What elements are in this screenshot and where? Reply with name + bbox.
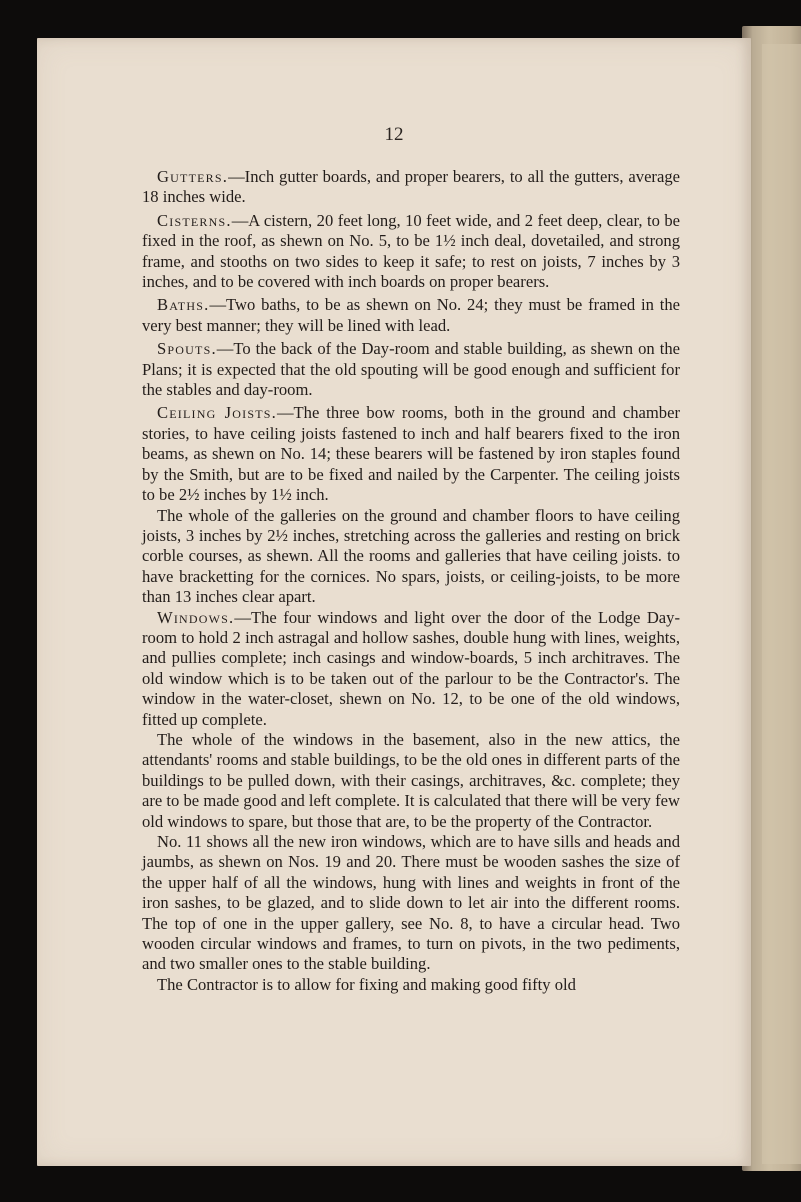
paragraph-galleries [142,506,680,608]
paragraph-text: The Contractor is to allow for fixing and making good fifty old [157,974,576,994]
paragraph-iron-windows [142,832,680,975]
paragraph-text: —To the back of the Day-room and stable building, as shewn on the Plans; it is expected that the old spouting will be good enough and sufficient for the stables and day-room. [142,339,680,400]
section-heading: Gutters. [157,167,229,186]
section-heading: Baths. [157,295,210,315]
paragraph-contractor [142,975,680,995]
section-heading: Windows. [157,607,235,627]
paragraph-text: —Two baths, to be as shewn on No. 24; they must be framed in the very best manner; they will be lined with lead. [142,295,680,335]
section-heading: Spouts. [157,339,217,359]
paragraph-text: —A cistern, 20 feet long, 10 feet wide, and 2 feet deep, clear, to be fixed in the roof, as shewn on No. 5, to be 1½ inch deal, dovetailed, and strong frame, and stooths on two sides to keep it safe; to rest on joists, 7 inches by 3 inches, and to be covered with inch boards on proper bearers. [142,210,680,292]
paragraph-text: The whole of the windows in the basement, also in the new attics, the attendants' rooms and stable buildings, to be the old ones in different parts of the buildings to be pulled down, with their casings, architraves, &c. complete; they are to be made good and left complete. It is calculated that there will be very few old windows to spare, but those that are, to be the property of the Contractor. [142,729,680,831]
paragraph-cisterns [142,211,680,293]
paragraph-text: The whole of the galleries on the ground and chamber floors to have ceiling joists, 3 inches by 2½ inches, stretching across the galleries and resting on brick corble courses, as shewn. All the rooms and galleries that have ceiling joists. to have bracketting for the cornices. No spars, joists, or ceiling-joists, to be more than 13 inches clear apart. [142,505,680,607]
underlying-page-highlight [762,44,801,1164]
paragraph-spouts [142,339,680,400]
paragraph-baths [142,295,680,336]
book-page [37,38,751,1166]
paragraph-text: —Inch gutter boards, and proper bearers, to all the gutters, average 18 inches wide. [142,167,680,207]
paragraph-old-windows [142,730,680,832]
paragraph-text: —The four windows and light over the door of the Lodge Day-room to hold 2 inch astragal and hollow sashes, double hung with lines, weights, and pullies complete; inch casings and window-boards, 5 inch architraves. The old window which is to be taken out of the parlour to be the Contractor's. The window in the water-closet, shewn on No. 12, to be one of the old windows, fitted up complete. [142,607,680,729]
paragraph-gutters [142,167,680,208]
page-number: 12 [384,124,404,145]
body-text [142,167,680,998]
paragraph-windows [142,608,680,730]
paragraph-text: —The three bow rooms, both in the ground and chamber stories, to have ceiling joists fastened to inch and half bearers fixed to the iron beams, as shewn on No. 14; these bearers will be fastened by iron staples found by the Smith, but are to be fixed and nailed by the Carpenter. The ceiling joists to be 2½ inches by 1½ inch. [142,403,680,505]
paragraph-text: No. 11 shows all the new iron windows, which are to have sills and heads and jaumbs, as shewn on Nos. 19 and 20. There must be wooden sashes the size of the upper half of all the windows, hung with lines and weights in front of the iron sashes, to be glazed, and to slide down to let air into the different rooms. The top of one in the upper gallery, see No. 8, to have a circular head. Two wooden circular windows and frames, to turn on pivots, in the two pediments, and two smaller ones to the stable building. [142,832,680,974]
section-heading: Ceiling Joists. [157,403,277,423]
section-heading: Cisterns. [157,210,232,230]
paragraph-ceiling-joists [142,403,680,505]
